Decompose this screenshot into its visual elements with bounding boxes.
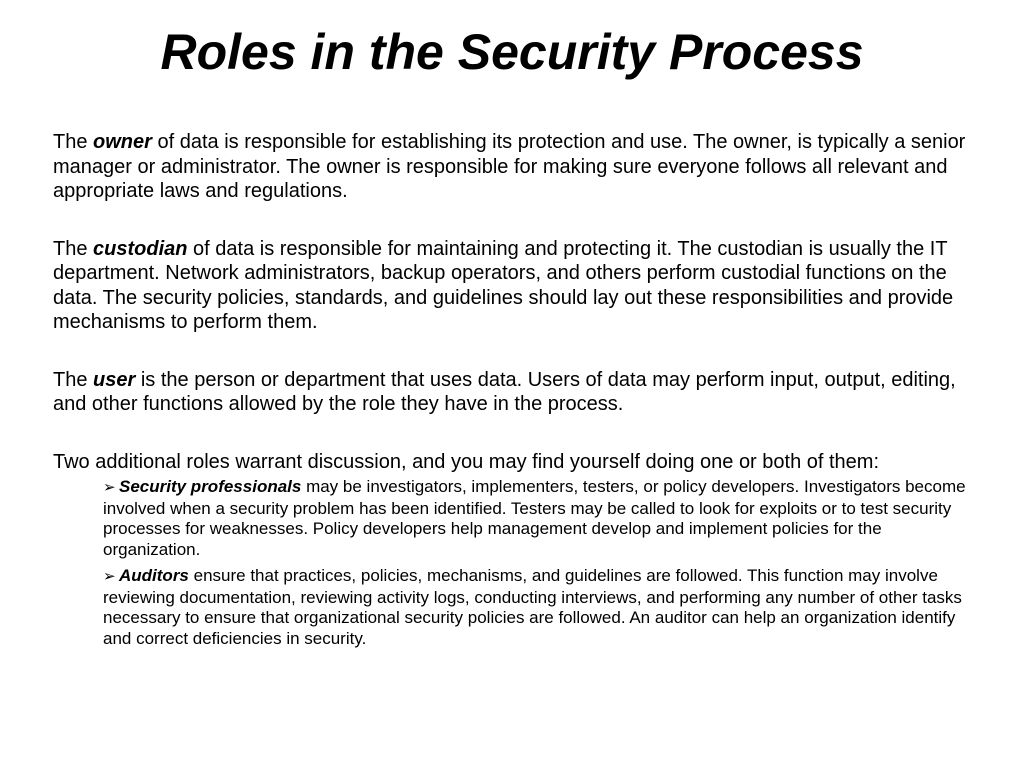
term-auditors: Auditors (119, 566, 189, 585)
paragraph-text: of data is responsible for establishing its protection and use. The owner, is typically a senior manager or administrator. The owner is responsible for making sure everyone follows all relevant and appropriate laws and regulations. (53, 131, 966, 202)
paragraph-prefix: The (53, 368, 94, 391)
paragraph-text: of data is responsible for maintaining and protecting it. The custodian is usually the IT department. Network administrators, backup operators, and others perform custodial functions on the data. The security policies, standards, and guidelines should lay out these responsibilities and provide mechanisms to perform them. (53, 237, 954, 333)
list-item-auditors (103, 566, 983, 649)
paragraph-prefix: The (53, 131, 94, 153)
slide-body (53, 130, 983, 655)
term-custodian: custodian (93, 237, 188, 260)
term-user: user (93, 368, 136, 391)
sub-bullet-list (53, 477, 983, 649)
term-security-professionals: Security professionals (119, 477, 302, 496)
paragraph-prefix: The (53, 237, 94, 260)
arrow-bullet-icon: ➢ (103, 479, 116, 496)
paragraph-user (53, 368, 983, 417)
paragraph-text: is the person or department that uses data. Users of data may perform input, output, editing, and other functions allowed by the role they have in the process. (53, 368, 956, 415)
arrow-bullet-icon: ➢ (103, 568, 116, 585)
list-item-text: ensure that practices, policies, mechanisms, and guidelines are followed. This function may involve reviewing documentation, reviewing activity logs, conducting interviews, and performing any number of other tasks necessary to ensure that organizational security policies are followed. An auditor can help an organization identify and correct deficiencies in security. (103, 566, 962, 648)
list-item-text: may be investigators, implementers, testers, or policy developers. Investigators become involved when a security problem has been identified. Testers may be called to look for exploits or to test security processes for weaknesses. Policy developers help management develop and implement policies for the organization. (103, 477, 966, 559)
list-item-security-professionals (103, 477, 983, 560)
paragraph-custodian (53, 237, 983, 335)
paragraph-additional-roles (53, 450, 983, 475)
paragraph-text: Two additional roles warrant discussion, and you may find yourself doing one or both of them: (53, 450, 880, 473)
paragraph-owner (53, 130, 983, 204)
slide-title: Roles in the Security Process (160, 24, 864, 80)
term-owner: owner (93, 131, 152, 153)
